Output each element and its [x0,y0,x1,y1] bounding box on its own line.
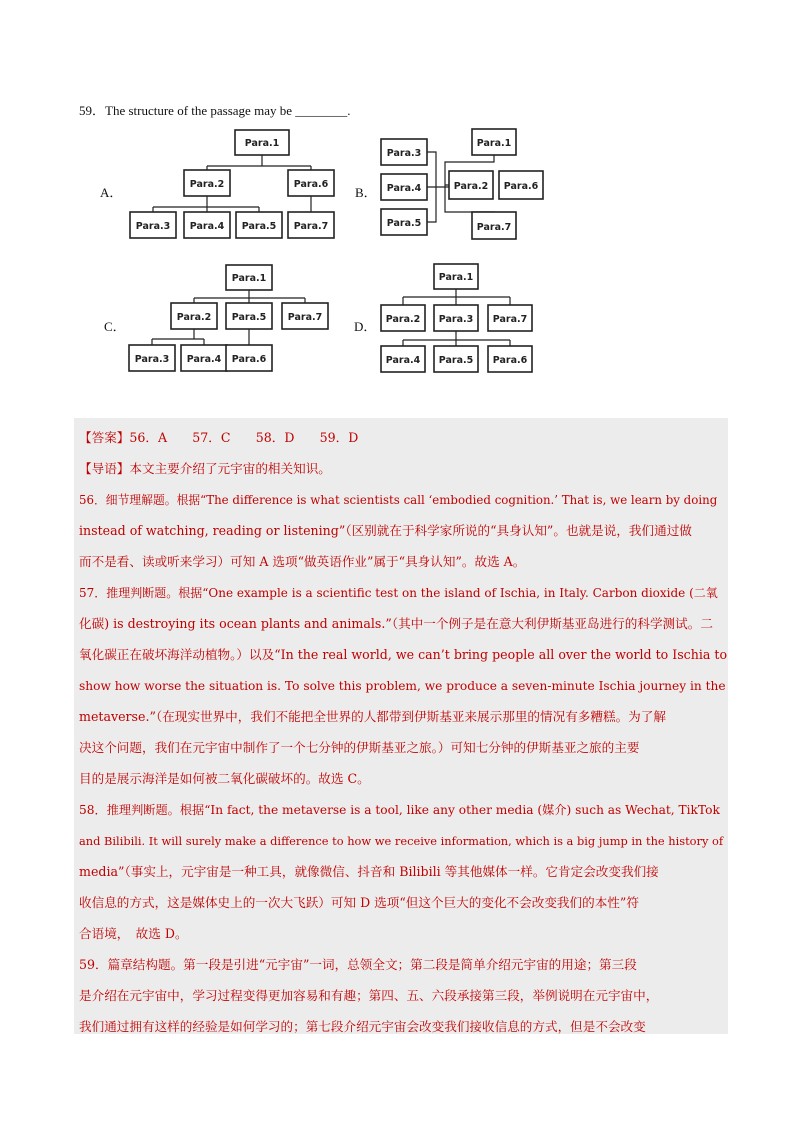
option-b-label: B． [355,185,377,200]
svg-text:Para.2: Para.2 [453,181,489,192]
option-d-node-para3 [434,305,478,331]
option-c-node-para5 [226,303,272,329]
option-d-node-para4 [381,346,425,372]
option-a-node-para2 [184,170,230,196]
explanation-line: 56．细节理解题。根据“The difference is what scientists call ‘embodied cognition.’ That is, we learn by doing [79,493,718,507]
option-d-node-para7 [488,305,532,331]
svg-text:Para.3: Para.3 [134,354,170,365]
option-b-node-para6 [499,171,543,199]
svg-text:Para.4: Para.4 [386,183,422,194]
explanation-line: 收信息的方式，这是媒体史上的一次大飞跃）可知 D 选项“但这个巨大的变化不会改变我们的本性”符 [79,895,639,910]
explanation-line: 合语境， 故选 D。 [79,926,188,941]
option-d-node-para6 [488,346,532,372]
option-c-diagram [125,260,345,378]
option-c-node-para7 [282,303,328,329]
option-b-node-para7 [472,212,516,239]
svg-text:Para.4: Para.4 [189,221,225,232]
explanation-line: metaverse.”（在现实世界中，我们不能把全世界的人都带到伊斯基亚来展示那里的情况有多糟糕。为了解 [79,709,666,724]
option-c-node-para1 [226,265,272,290]
option-d-node-para5 [434,346,478,372]
question-59: 59．The structure of the passage may be ________. [79,103,351,118]
svg-text:Para.1: Para.1 [476,138,512,149]
explanation-line: 化碳) is destroying its ocean plants and animals.”（其中一个例子是在意大利伊斯基亚岛进行的科学测试。二 [79,616,713,631]
explanation-line: 目的是展示海洋是如何被二氧化碳破坏的。故选 C。 [79,771,370,786]
svg-text:Para.3: Para.3 [135,221,171,232]
explanation-line: 氧化碳正在破坏海洋动植物。）以及“In the real world, we can’t bring people all over the world to Ischia to [79,647,728,662]
option-d-node-para1 [434,264,478,289]
svg-text:Para.4: Para.4 [385,355,421,366]
svg-text:Para.5: Para.5 [386,218,422,229]
option-a-node-para3 [130,212,176,238]
option-c-node-para3 [129,345,175,371]
svg-text:Para.6: Para.6 [231,354,267,365]
svg-text:Para.2: Para.2 [176,312,212,323]
option-b-node-para5 [381,209,427,235]
svg-text:Para.2: Para.2 [189,179,225,190]
explanation-line: show how worse the situation is. To solve this problem, we produce a seven-minute Ischia journey in the [79,679,726,693]
svg-text:Para.7: Para.7 [476,222,512,233]
svg-text:Para.5: Para.5 [231,312,267,323]
svg-text:Para.4: Para.4 [186,354,222,365]
option-b-node-para3 [381,139,427,165]
svg-text:Para.6: Para.6 [492,355,528,366]
explanation-line: 决这个问题，我们在元宇宙中制作了一个七分钟的伊斯基亚之旅。）可知七分钟的伊斯基亚之旅的主要 [79,740,640,755]
option-d-diagram [378,260,578,378]
option-b-diagram [378,125,578,243]
svg-text:Para.3: Para.3 [386,148,422,159]
explanation-line: instead of watching, reading or listening”（区别就在于科学家所说的“具身认知”。也就是说，我们通过做 [79,523,692,538]
svg-text:Para.3: Para.3 [438,314,474,325]
svg-text:Para.7: Para.7 [492,314,528,325]
svg-text:Para.7: Para.7 [287,312,323,323]
svg-text:Para.6: Para.6 [293,179,329,190]
option-d-label: D． [354,319,377,334]
option-a-node-para1 [235,130,289,155]
explanation-line: and Bilibili. It will surely make a difference to how we receive information, which is a big jump in the history of [79,834,724,848]
explanation-line: media”（事实上，元宇宙是一种工具，就像微信、抖音和 Bilibili 等其他媒体一样。它肯定会改变我们接 [79,864,659,879]
option-b-node-para4 [381,174,427,200]
svg-text:Para.6: Para.6 [503,181,539,192]
option-b-node-para1 [472,129,516,155]
option-c-node-para2 [171,303,217,329]
guide-intro-line: 【导语】本文主要介绍了元宇宙的相关知识。 [79,461,331,476]
svg-text:Para.5: Para.5 [241,221,277,232]
option-a-diagram [125,125,345,243]
option-a-node-para7 [288,212,334,238]
option-c-node-para6 [226,345,272,371]
answer-key-line: 【答案】56．A 57．C 58．D 59．D [79,430,359,445]
svg-text:Para.1: Para.1 [244,138,280,149]
explanation-line: 而不是看、读或听来学习）可知 A 选项“做英语作业”属于“具身认知”。故选 A。 [79,554,526,569]
option-b-node-para2 [449,171,493,199]
svg-text:Para.7: Para.7 [293,221,329,232]
svg-text:Para.2: Para.2 [385,314,421,325]
explanation-line: 59．篇章结构题。第一段是引进“元宇宙”一词，总领全文；第二段是简单介绍元宇宙的用途；第三段 [79,957,637,972]
option-d-node-para2 [381,305,425,331]
option-c-label: C． [104,319,126,334]
explanation-line: 我们通过拥有这样的经验是如何学习的；第七段介绍元宇宙会改变我们接收信息的方式，但是不会改变 [79,1019,646,1034]
option-c-node-para4 [181,345,227,371]
explanation-line: 是介绍在元宇宙中，学习过程变得更加容易和有趣；第四、五、六段承接第三段，举例说明在元宇宙中， [79,988,659,1003]
option-a-node-para5 [236,212,282,238]
svg-text:Para.5: Para.5 [438,355,474,366]
svg-text:Para.1: Para.1 [438,272,474,283]
option-a-label: A． [100,185,123,200]
option-a-node-para4 [184,212,230,238]
explanation-line: 57．推理判断题。根据“One example is a scientific test on the island of Ischia, in Italy. Carbon dioxide (二氧 [79,586,718,600]
option-a-node-para6 [288,170,334,196]
explanation-line: 58．推理判断题。根据“In fact, the metaverse is a tool, like any other media (媒介) such as Wechat, TikTok [79,803,720,817]
svg-text:Para.1: Para.1 [231,273,267,284]
